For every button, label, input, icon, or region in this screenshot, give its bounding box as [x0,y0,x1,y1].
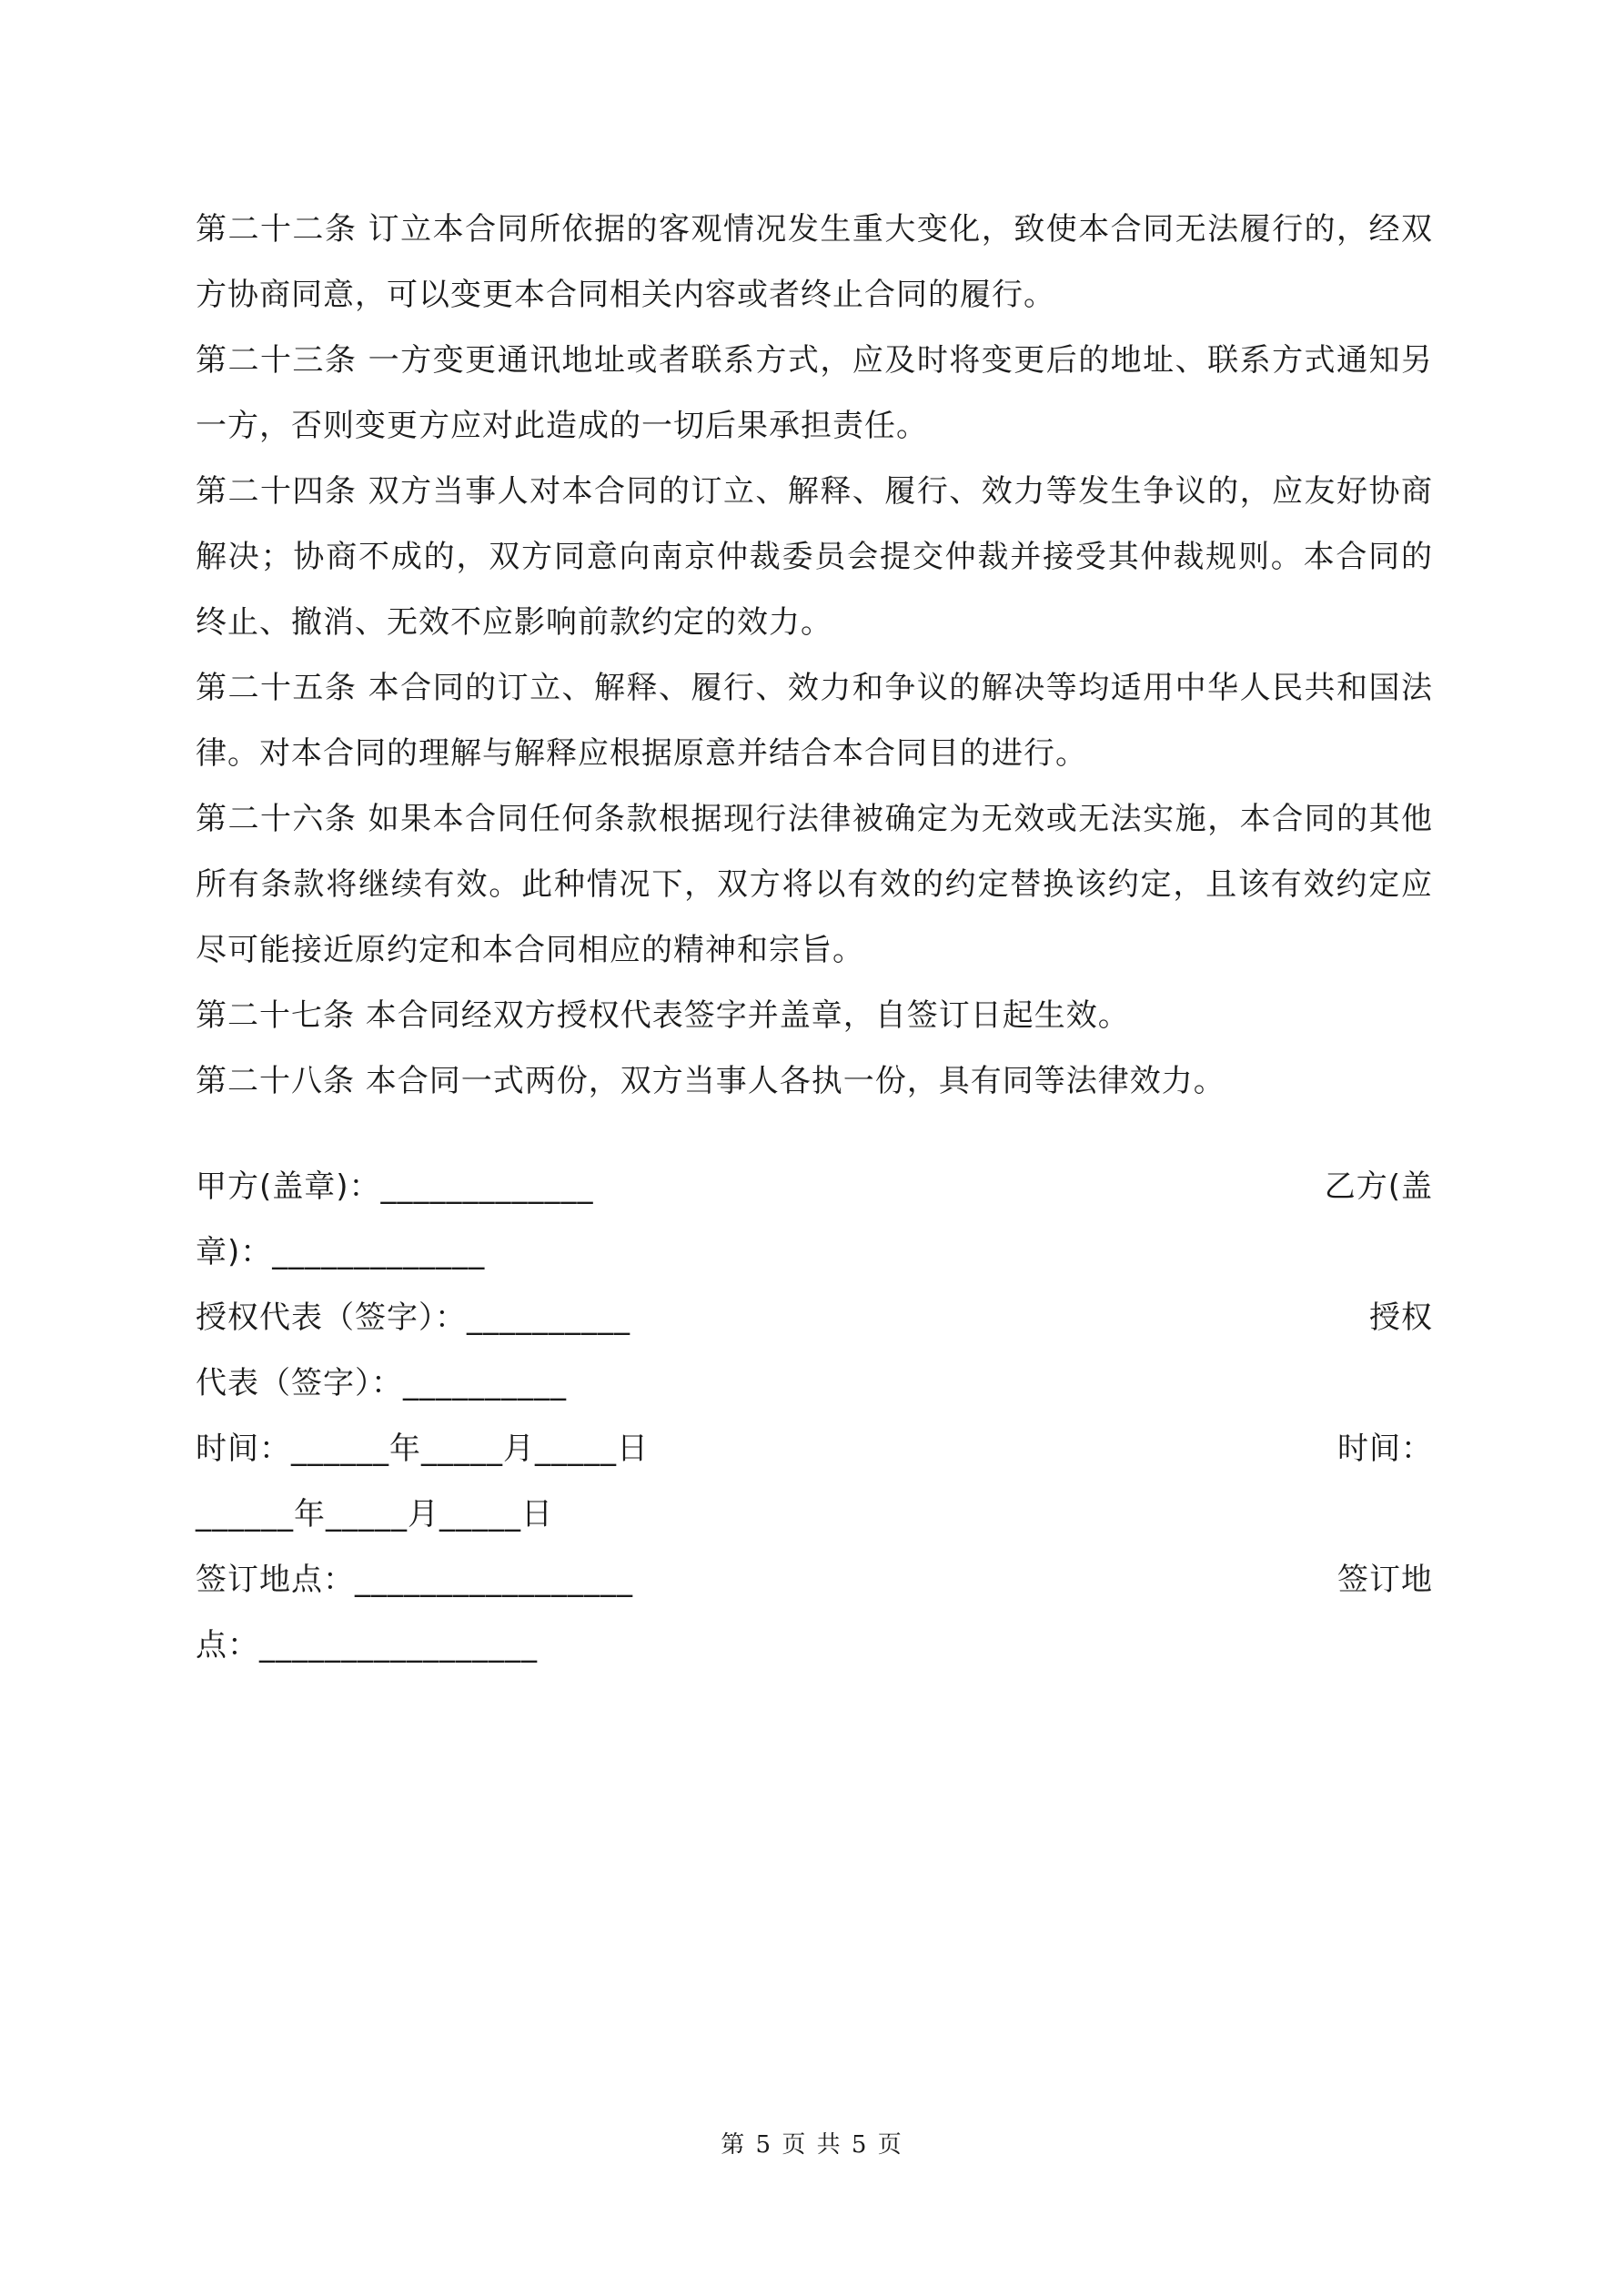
clause-23: 第二十三条 一方变更通讯地址或者联系方式，应及时将变更后的地址、联系方式通知另一方，否则变更方应对此造成的一切后果承担责任。 [196,342,1433,444]
clause-25: 第二十五条 本合同的订立、解释、履行、效力和争议的解决等均适用中华人民共和国法律。对本合同的理解与解释应根据原意并结合本合同目的进行。 [196,670,1433,772]
party-b-date-field: ______年_____月_____日 [196,1496,553,1532]
party-b-date-label: 时间： [1337,1431,1433,1467]
party-b-location-field: 点：_________________ [196,1627,538,1664]
party-a-seal-label: 甲方(盖章)：_____________ [196,1168,594,1205]
clause-26: 第二十六条 如果本合同任何条款根据现行法律被确定为无效或无法实施，本合同的其他所有条款将继续有效。此种情况下，双方将以有效的约定替换该约定，且该有效约定应尽可能接近原约定和本合同相应的精神和宗旨。 [196,801,1433,968]
party-a-location-label: 签订地点：_________________ [196,1562,633,1598]
party-a-representative-label: 授权代表（签字）：__________ [196,1300,630,1336]
party-b-representative-field: 代表（签字）：__________ [196,1365,567,1401]
party-b-date-line [196,1482,1433,1547]
party-b-location-line [196,1613,1433,1678]
clause-24: 第二十四条 双方当事人对本合同的订立、解释、履行、效力等发生争议的，应友好协商解决；协商不成的，双方同意向南京仲裁委员会提交仲裁并接受其仲裁规则。本合同的终止、撤消、无效不应影响前款约定的效力。 [196,473,1433,641]
page-number: 第 5 页 共 5 页 [721,2131,903,2159]
party-b-representative-label: 授权 [1369,1300,1433,1336]
party-a-representative-line [196,1285,1433,1350]
clause-28: 第二十八条 本合同一式两份，双方当事人各执一份，具有同等法律效力。 [196,1063,1226,1099]
party-a-date-label: 时间：______年_____月_____日 [196,1431,649,1467]
party-b-seal-field: 章)：_____________ [196,1234,486,1270]
clause-22: 第二十二条 订立本合同所依据的客观情况发生重大变化，致使本合同无法履行的，经双方协商同意，可以变更本合同相关内容或者终止合同的履行。 [196,211,1433,313]
party-b-location-label: 签订地 [1337,1562,1433,1598]
party-a-date-line [196,1416,1433,1482]
contract-clauses [196,197,1433,1114]
signature-block [196,1154,1433,1678]
party-b-representative-line [196,1350,1433,1416]
party-b-seal-label: 乙方(盖 [1324,1168,1433,1205]
party-b-seal-line [196,1219,1433,1285]
party-a-seal-line [196,1154,1433,1219]
clause-27: 第二十七条 本合同经双方授权代表签字并盖章，自签订日起生效。 [196,997,1130,1034]
party-a-location-line [196,1547,1433,1613]
